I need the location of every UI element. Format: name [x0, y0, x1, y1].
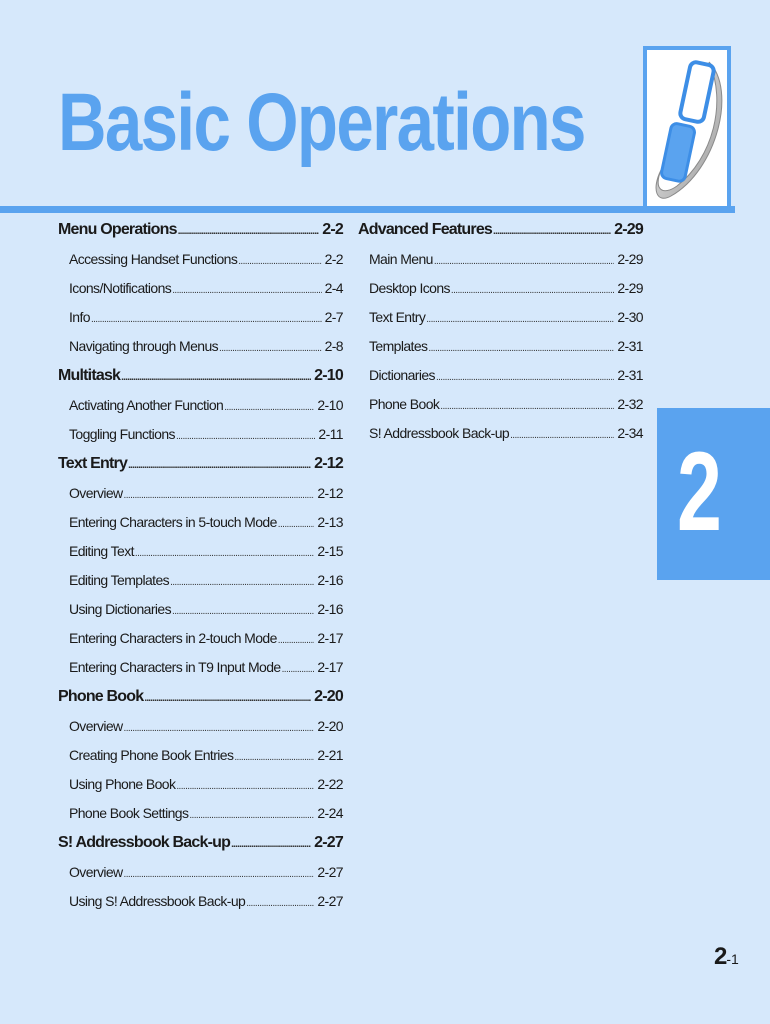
chapter-tab	[657, 408, 770, 580]
toc-subsection-entry[interactable]	[58, 309, 343, 338]
toc-subsection-entry[interactable]	[58, 893, 343, 922]
toc-entry-page: 2-15	[317, 543, 343, 559]
toc-subsection-entry[interactable]	[58, 864, 343, 893]
toc-subsection-entry[interactable]	[358, 251, 643, 280]
toc-entry-label: Using Phone Book	[69, 776, 176, 792]
toc-dot-leader	[428, 343, 614, 354]
page-number-page: -1	[726, 951, 739, 967]
toc-dot-leader	[124, 490, 315, 501]
toc-entry-label: Phone Book	[369, 396, 440, 412]
toc-dot-leader	[135, 548, 314, 559]
toc-entry-page: 2-12	[314, 455, 343, 472]
toc-entry-page: 2-17	[317, 659, 343, 675]
toc-entry-page: 2-27	[317, 893, 343, 909]
toc-dot-leader	[434, 256, 615, 267]
toc-entry-label: Entering Characters in T9 Input Mode	[69, 659, 281, 675]
toc-entry-label: Navigating through Menus	[69, 338, 219, 354]
toc-entry-page: 2-31	[617, 338, 643, 354]
toc-entry-label: Advanced Features	[358, 221, 493, 238]
toc-entry-page: 2-30	[617, 309, 643, 325]
page-number	[714, 943, 739, 971]
toc-entry-label: Using S! Addressbook Back-up	[69, 893, 246, 909]
toc-subsection-entry[interactable]	[58, 630, 343, 659]
toc-dot-leader	[170, 577, 314, 588]
toc-dot-leader	[124, 869, 315, 880]
toc-entry-page: 2-29	[614, 221, 643, 238]
chapter-number: 2	[677, 429, 722, 554]
toc-entry-page: 2-20	[314, 688, 343, 705]
toc-entry-page: 2-21	[317, 747, 343, 763]
toc-dot-leader	[121, 372, 311, 383]
toc-entry-page: 2-2	[322, 221, 343, 238]
toc-entry-label: Entering Characters in 2-touch Mode	[69, 630, 277, 646]
toc-entry-label: Entering Characters in 5-touch Mode	[69, 514, 277, 530]
toc-subsection-entry[interactable]	[58, 397, 343, 426]
toc-entry-label: Icons/Notifications	[69, 280, 172, 296]
mobile-phone-icon	[647, 50, 727, 208]
toc-dot-leader	[144, 693, 311, 704]
toc-subsection-entry[interactable]	[358, 309, 643, 338]
toc-dot-leader	[124, 723, 315, 734]
toc-entry-label: Main Menu	[369, 251, 433, 267]
toc-subsection-entry[interactable]	[358, 396, 643, 425]
toc-entry-label: Overview	[69, 485, 123, 501]
toc-entry-page: 2-22	[317, 776, 343, 792]
toc-dot-leader	[128, 460, 311, 471]
toc-dot-leader	[493, 226, 611, 237]
toc-entry-label: Info	[69, 309, 90, 325]
toc-entry-label: Phone Book Settings	[69, 805, 189, 821]
toc-entry-page: 2-24	[317, 805, 343, 821]
toc-dot-leader	[91, 314, 322, 325]
toc-section-entry[interactable]	[58, 367, 343, 397]
toc-dot-leader	[234, 752, 314, 763]
header-rule	[0, 206, 735, 213]
toc-subsection-entry[interactable]	[358, 280, 643, 309]
toc-entry-page: 2-31	[617, 367, 643, 383]
toc-subsection-entry[interactable]	[58, 572, 343, 601]
toc-entry-label: Text Entry	[58, 455, 128, 472]
toc-subsection-entry[interactable]	[58, 776, 343, 805]
toc-entry-page: 2-29	[617, 280, 643, 296]
toc-dot-leader	[238, 256, 321, 267]
toc-dot-leader	[189, 810, 314, 821]
toc-dot-leader	[436, 372, 614, 383]
toc-subsection-entry[interactable]	[58, 601, 343, 630]
toc-entry-label: Editing Templates	[69, 572, 170, 588]
toc-subsection-entry[interactable]	[58, 280, 343, 309]
toc-entry-label: S! Addressbook Back-up	[58, 834, 231, 851]
toc-entry-label: Using Dictionaries	[69, 601, 172, 617]
toc-subsection-entry[interactable]	[58, 718, 343, 747]
toc-subsection-entry[interactable]	[358, 338, 643, 367]
toc-entry-page: 2-16	[317, 572, 343, 588]
toc-subsection-entry[interactable]	[58, 747, 343, 776]
toc-entry-label: Toggling Functions	[69, 426, 175, 442]
toc-entry-label: Phone Book	[58, 688, 144, 705]
toc-dot-leader	[219, 343, 322, 354]
toc-entry-label: Menu Operations	[58, 221, 177, 238]
toc-right-column	[358, 221, 643, 454]
toc-entry-label: Dictionaries	[369, 367, 435, 383]
toc-entry-page: 2-27	[314, 834, 343, 851]
toc-dot-leader	[172, 606, 314, 617]
toc-entry-page: 2-20	[317, 718, 343, 734]
toc-left-column	[58, 221, 343, 922]
toc-subsection-entry[interactable]	[58, 485, 343, 514]
toc-subsection-entry[interactable]	[58, 251, 343, 280]
toc-subsection-entry[interactable]	[58, 426, 343, 455]
toc-entry-page: 2-4	[324, 280, 343, 296]
toc-dot-leader	[510, 430, 614, 441]
toc-entry-page: 2-34	[617, 425, 643, 441]
toc-subsection-entry[interactable]	[58, 543, 343, 572]
toc-entry-label: Creating Phone Book Entries	[69, 747, 234, 763]
toc-section-entry[interactable]	[58, 221, 343, 251]
toc-subsection-entry[interactable]	[58, 805, 343, 834]
toc-section-entry[interactable]	[58, 834, 343, 864]
toc-entry-page: 2-17	[317, 630, 343, 646]
toc-dot-leader	[426, 314, 614, 325]
toc-section-entry[interactable]	[358, 221, 643, 251]
toc-subsection-entry[interactable]	[58, 338, 343, 367]
toc-entry-label: Multitask	[58, 367, 121, 384]
chapter-icon-box	[643, 46, 731, 212]
toc-dot-leader	[176, 431, 315, 442]
page-title: Basic Operations	[58, 77, 585, 168]
toc-section-entry[interactable]	[58, 455, 343, 485]
toc-entry-label: Editing Text	[69, 543, 134, 559]
toc-entry-label: Templates	[369, 338, 428, 354]
toc-entry-page: 2-16	[317, 601, 343, 617]
toc-entry-label: Text Entry	[369, 309, 426, 325]
toc-entry-page: 2-10	[314, 367, 343, 384]
toc-entry-page: 2-13	[317, 514, 343, 530]
toc-subsection-entry[interactable]	[58, 659, 343, 688]
toc-entry-label: S! Addressbook Back-up	[369, 425, 510, 441]
toc-subsection-entry[interactable]	[358, 425, 643, 454]
toc-dot-leader	[278, 635, 315, 646]
toc-entry-page: 2-27	[317, 864, 343, 880]
toc-entry-page: 2-8	[324, 338, 343, 354]
toc-entry-page: 2-29	[617, 251, 643, 267]
page-number-chapter: 2	[714, 943, 727, 970]
toc-dot-leader	[231, 839, 311, 850]
toc-dot-leader	[246, 898, 314, 909]
toc-entry-page: 2-7	[324, 309, 343, 325]
toc-dot-leader	[176, 781, 314, 792]
toc-entry-label: Overview	[69, 864, 123, 880]
toc-dot-leader	[172, 285, 321, 296]
toc-subsection-entry[interactable]	[358, 367, 643, 396]
toc-dot-leader	[278, 519, 315, 530]
toc-entry-label: Desktop Icons	[369, 280, 450, 296]
toc-dot-leader	[178, 226, 320, 237]
toc-section-entry[interactable]	[58, 688, 343, 718]
toc-dot-leader	[282, 664, 315, 675]
toc-entry-label: Overview	[69, 718, 123, 734]
toc-dot-leader	[224, 402, 314, 413]
toc-entry-page: 2-2	[324, 251, 343, 267]
toc-entry-page: 2-10	[317, 397, 343, 413]
toc-entry-label: Accessing Handset Functions	[69, 251, 238, 267]
toc-dot-leader	[451, 285, 614, 296]
toc-entry-page: 2-32	[617, 396, 643, 412]
toc-entry-label: Activating Another Function	[69, 397, 224, 413]
toc-entry-page: 2-12	[317, 485, 343, 501]
toc-entry-page: 2-11	[318, 426, 343, 442]
toc-subsection-entry[interactable]	[58, 514, 343, 543]
toc-dot-leader	[440, 401, 614, 412]
